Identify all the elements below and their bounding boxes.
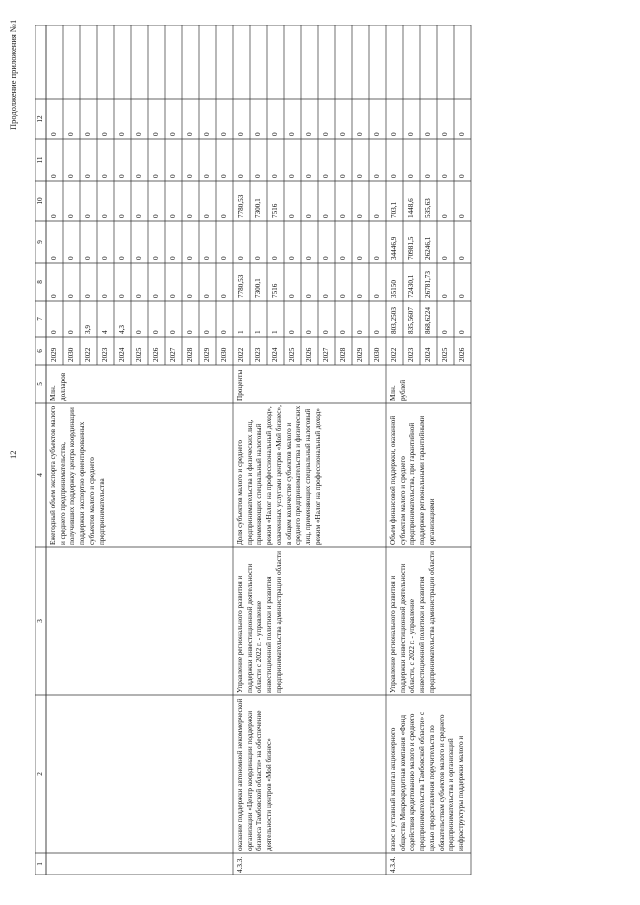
value-cell: 0 <box>356 330 364 334</box>
column-number-6: 6 <box>36 349 44 353</box>
value-cell: 0 <box>441 330 449 334</box>
value-cell: 0 <box>373 214 381 218</box>
value-cell: 0 <box>101 174 109 178</box>
column-number-10: 10 <box>36 197 44 205</box>
year-cell: 2026 <box>458 347 466 362</box>
year-cell: 2030 <box>220 347 228 362</box>
column-number-9: 9 <box>36 240 44 244</box>
year-cell: 2023 <box>407 347 415 362</box>
value-cell: 0 <box>186 174 194 178</box>
value-cell: 0 <box>305 132 313 136</box>
value-cell: 0 <box>458 256 466 260</box>
year-cell: 2026 <box>305 347 313 362</box>
value-cell: 0 <box>220 330 228 334</box>
value-cell: 0 <box>339 174 347 178</box>
value-cell: 0 <box>169 256 177 260</box>
value-cell: 0 <box>220 256 228 260</box>
value-cell: 0 <box>118 174 126 178</box>
column-number-8: 8 <box>36 280 44 284</box>
value-cell: 0 <box>254 256 262 260</box>
value-cell: 0 <box>169 294 177 298</box>
value-cell: 0 <box>203 256 211 260</box>
value-cell: 0 <box>152 294 160 298</box>
year-cell: 2027 <box>322 347 330 362</box>
value-cell: 0 <box>101 132 109 136</box>
value-cell: 4,3 <box>118 325 126 334</box>
value-cell: 0 <box>84 132 92 136</box>
value-cell: 0 <box>50 294 58 298</box>
year-cell: 2025 <box>288 347 296 362</box>
year-cell: 2023 <box>254 347 262 362</box>
value-cell: 0 <box>50 214 58 218</box>
row-1-col-1: 4.3.3. <box>236 856 244 873</box>
value-cell: 72430,1 <box>407 274 415 298</box>
value-cell: 0 <box>203 294 211 298</box>
year-cell: 2024 <box>424 347 432 362</box>
value-cell: 0 <box>458 330 466 334</box>
year-cell: 2029 <box>203 347 211 362</box>
row-2-col-5: Млн. рублей <box>389 379 407 401</box>
year-cell: 2022 <box>390 347 398 362</box>
value-cell: 0 <box>152 174 160 178</box>
value-cell: 0 <box>67 256 75 260</box>
year-cell: 2030 <box>373 347 381 362</box>
value-cell: 0 <box>356 256 364 260</box>
value-cell: 0 <box>322 330 330 334</box>
row-1-col-2: оказание поддержки автономной некоммерческой организации «Центр координации поддержки бизнеса Тамбовской области» на обеспечение деятельности центров «Мой бизнес» <box>236 698 274 851</box>
year-cell: 2025 <box>441 347 449 362</box>
value-cell: 0 <box>169 132 177 136</box>
value-cell: 0 <box>356 174 364 178</box>
value-cell: 0 <box>203 174 211 178</box>
value-cell: 1 <box>271 330 279 334</box>
value-cell: 0 <box>322 132 330 136</box>
value-cell: 0 <box>305 330 313 334</box>
value-cell: 0 <box>67 294 75 298</box>
value-cell: 0 <box>373 174 381 178</box>
value-cell: 0 <box>339 256 347 260</box>
value-cell: 0 <box>237 174 245 178</box>
value-cell: 0 <box>67 330 75 334</box>
row-2-col-1: 4.3.4. <box>389 856 397 873</box>
value-cell: 0 <box>441 174 449 178</box>
year-cell: 2026 <box>152 347 160 362</box>
continuation-note: Продолжение приложения №1 <box>8 19 18 130</box>
value-cell: 0 <box>441 132 449 136</box>
value-cell: 0 <box>322 174 330 178</box>
value-cell: 703,1 <box>390 201 398 218</box>
value-cell: 35150 <box>390 280 398 298</box>
value-cell: 0 <box>152 132 160 136</box>
value-cell: 0 <box>305 294 313 298</box>
value-cell: 0 <box>322 214 330 218</box>
value-cell: 0 <box>101 256 109 260</box>
value-cell: 0 <box>118 256 126 260</box>
column-number-4: 4 <box>36 473 44 477</box>
value-cell: 0 <box>305 174 313 178</box>
value-cell: 0 <box>356 132 364 136</box>
value-cell: 0 <box>271 174 279 178</box>
value-cell: 868,6224 <box>424 307 432 334</box>
row-1-col-5: Проценты <box>236 369 244 401</box>
value-cell: 0 <box>458 174 466 178</box>
row-0-col-4: Ежегодный объем экспорта субъектов малого и среднего предпринимательства, получивших поддержку центра координации поддержки экспортно ориентированных субъектов малого и среднего предпринимательства <box>49 405 106 545</box>
value-cell: 803,2503 <box>390 307 398 334</box>
value-cell: 0 <box>288 256 296 260</box>
value-cell: 0 <box>288 174 296 178</box>
value-cell: 1448,6 <box>407 198 415 218</box>
value-cell: 7300,1 <box>254 278 262 298</box>
value-cell: 7780,53 <box>237 274 245 298</box>
value-cell: 0 <box>135 330 143 334</box>
value-cell: 7300,1 <box>254 198 262 218</box>
value-cell: 0 <box>186 330 194 334</box>
value-cell: 0 <box>135 294 143 298</box>
value-cell: 0 <box>424 132 432 136</box>
value-cell: 7516 <box>271 283 279 298</box>
value-cell: 0 <box>441 294 449 298</box>
value-cell: 0 <box>373 132 381 136</box>
value-cell: 0 <box>169 174 177 178</box>
row-2-col-4: Объем финансовой поддержки, оказанной субъектам малого и среднего предпринимательства, при гарантийной поддержке региональными гарантийными организациями <box>389 415 436 545</box>
value-cell: 0 <box>118 294 126 298</box>
value-cell: 0 <box>84 174 92 178</box>
value-cell: 0 <box>220 132 228 136</box>
value-cell: 0 <box>118 214 126 218</box>
value-cell: 0 <box>288 330 296 334</box>
year-cell: 2028 <box>186 347 194 362</box>
value-cell: 0 <box>203 132 211 136</box>
row-0-col-2 <box>49 697 232 851</box>
value-cell: 0 <box>186 214 194 218</box>
value-cell: 0 <box>271 132 279 136</box>
value-cell: 0 <box>152 214 160 218</box>
row-2-col-3: Управление регионального развития и поддержки инвестиционной деятельности области, с 2022 г. - управление инвестиционной политики и развития предпринимательства администрации области <box>389 551 436 693</box>
value-cell: 0 <box>305 256 313 260</box>
value-cell: 0 <box>203 330 211 334</box>
value-cell: 0 <box>101 294 109 298</box>
row-0-col-1 <box>49 855 232 873</box>
row-1-col-3: Управление регионального развития и поддержки инвестиционной деятельности области с 2022 г. - управление инвестиционной политики и развития предпринимательства администрации области <box>236 551 283 693</box>
value-cell: 0 <box>220 174 228 178</box>
value-cell: 0 <box>339 132 347 136</box>
value-cell: 0 <box>441 256 449 260</box>
value-cell: 1 <box>237 330 245 334</box>
value-cell: 0 <box>84 256 92 260</box>
value-cell: 0 <box>135 256 143 260</box>
data-table <box>35 25 623 875</box>
value-cell: 0 <box>186 256 194 260</box>
value-cell: 0 <box>50 132 58 136</box>
year-cell: 2024 <box>271 347 279 362</box>
value-cell: 1 <box>254 330 262 334</box>
value-cell: 0 <box>458 132 466 136</box>
value-cell: 0 <box>407 132 415 136</box>
value-cell: 0 <box>84 214 92 218</box>
value-cell: 0 <box>186 132 194 136</box>
value-cell: 0 <box>152 330 160 334</box>
value-cell: 26781,73 <box>424 271 432 298</box>
value-cell: 0 <box>50 330 58 334</box>
value-cell: 0 <box>356 294 364 298</box>
value-cell: 0 <box>458 214 466 218</box>
value-cell: 0 <box>373 256 381 260</box>
value-cell: 0 <box>322 294 330 298</box>
value-cell: 0 <box>288 132 296 136</box>
page-number: 12 <box>8 450 18 459</box>
value-cell: 0 <box>135 214 143 218</box>
column-number-2: 2 <box>36 772 44 776</box>
value-cell: 34446,9 <box>390 236 398 260</box>
value-cell: 0 <box>322 256 330 260</box>
value-cell: 0 <box>152 256 160 260</box>
year-cell: 2029 <box>50 347 58 362</box>
value-cell: 835,5607 <box>407 307 415 334</box>
year-cell: 2022 <box>237 347 245 362</box>
value-cell: 7780,53 <box>237 194 245 218</box>
column-number-3: 3 <box>36 619 44 623</box>
value-cell: 0 <box>373 294 381 298</box>
value-cell: 4 <box>101 330 109 334</box>
year-cell: 2028 <box>339 347 347 362</box>
row-2-col-2: взнос в уставный капитал акционерного общества Микрокредитная компания «Фонд содействия кредитованию малого и среднего предпринимательства Тамбовской области» с целью предоставления поручительств по обязательствам субъектов малого и среднего предпринимательства и организаций инфраструктуры поддержки малого и <box>389 711 466 851</box>
value-cell: 0 <box>305 214 313 218</box>
row-1-col-4: Доля субъектов малого и среднего предпринимательства и физических лиц, применяющих специальный налоговый режим «Налог на профессиональный доход», охваченных услугами центров «Мой бизнес», в общем количестве субъектов малого и среднего предпринимательства и физических лиц, применяющих специальный налоговый режим «Налог на профессиональный доход» <box>236 405 322 545</box>
column-number-11: 11 <box>36 156 44 164</box>
value-cell: 0 <box>135 132 143 136</box>
value-cell: 0 <box>67 214 75 218</box>
value-cell: 0 <box>390 174 398 178</box>
year-cell: 2025 <box>135 347 143 362</box>
column-number-5: 5 <box>36 382 44 386</box>
row-0-col-3 <box>49 549 232 693</box>
value-cell: 0 <box>203 214 211 218</box>
column-number-7: 7 <box>36 317 44 321</box>
value-cell: 70981,5 <box>407 236 415 260</box>
value-cell: 26246,1 <box>424 236 432 260</box>
value-cell: 7516 <box>271 203 279 218</box>
value-cell: 0 <box>254 174 262 178</box>
value-cell: 0 <box>84 294 92 298</box>
value-cell: 0 <box>339 330 347 334</box>
year-cell: 2030 <box>67 347 75 362</box>
value-cell: 0 <box>356 214 364 218</box>
value-cell: 0 <box>288 294 296 298</box>
value-cell: 0 <box>441 214 449 218</box>
column-number-12: 12 <box>36 115 44 123</box>
value-cell: 0 <box>220 294 228 298</box>
value-cell: 0 <box>237 132 245 136</box>
value-cell: 0 <box>186 294 194 298</box>
value-cell: 535,63 <box>424 198 432 218</box>
year-cell: 2022 <box>84 347 92 362</box>
value-cell: 0 <box>254 132 262 136</box>
year-cell: 2023 <box>101 347 109 362</box>
value-cell: 0 <box>390 132 398 136</box>
value-cell: 0 <box>339 294 347 298</box>
value-cell: 0 <box>288 214 296 218</box>
year-cell: 2027 <box>169 347 177 362</box>
value-cell: 0 <box>169 214 177 218</box>
value-cell: 0 <box>101 214 109 218</box>
value-cell: 0 <box>271 256 279 260</box>
value-cell: 0 <box>220 214 228 218</box>
value-cell: 0 <box>118 132 126 136</box>
value-cell: 0 <box>458 294 466 298</box>
value-cell: 0 <box>237 256 245 260</box>
value-cell: 3,9 <box>84 325 92 334</box>
value-cell: 0 <box>67 174 75 178</box>
value-cell: 0 <box>373 330 381 334</box>
value-cell: 0 <box>424 174 432 178</box>
row-0-col-5: Млн. долларов <box>49 372 67 401</box>
year-cell: 2024 <box>118 347 126 362</box>
value-cell: 0 <box>50 256 58 260</box>
value-cell: 0 <box>169 330 177 334</box>
value-cell: 0 <box>135 174 143 178</box>
value-cell: 0 <box>67 132 75 136</box>
column-number-1: 1 <box>36 862 44 866</box>
value-cell: 0 <box>50 174 58 178</box>
year-cell: 2029 <box>356 347 364 362</box>
value-cell: 0 <box>339 214 347 218</box>
value-cell: 0 <box>407 174 415 178</box>
